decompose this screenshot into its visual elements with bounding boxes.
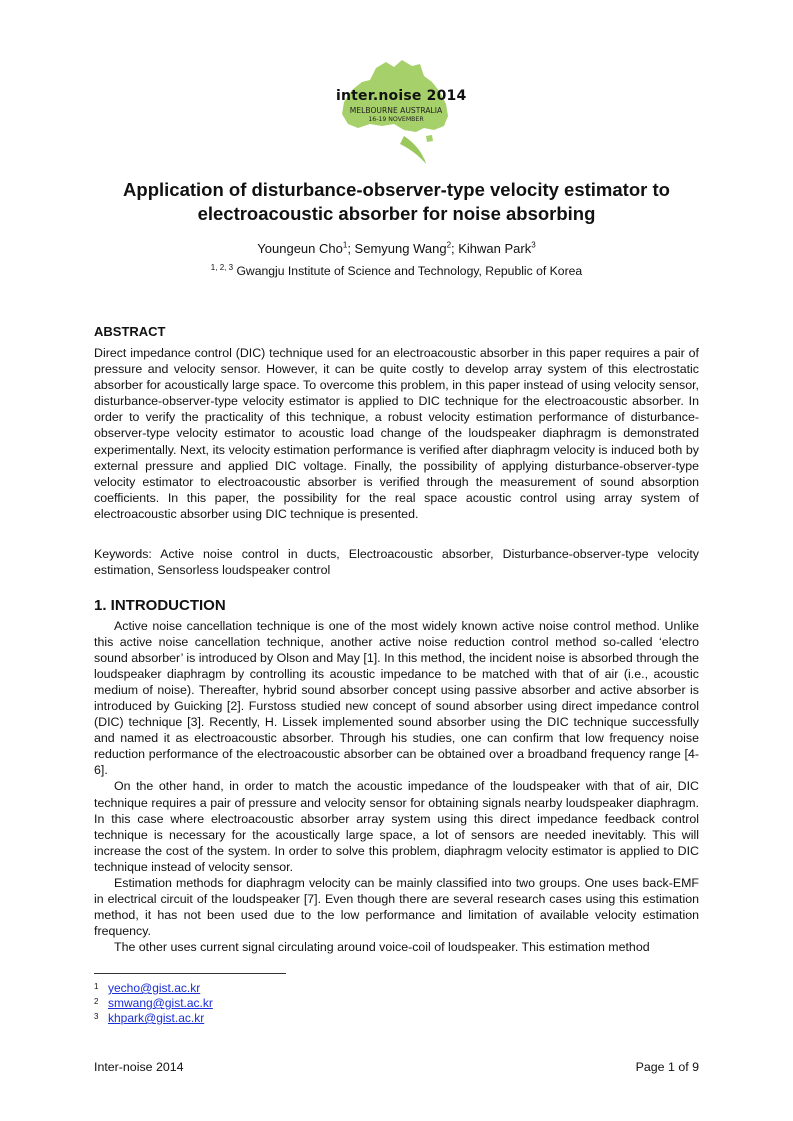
footnote-email-link[interactable]: yecho@gist.ac.kr <box>108 981 201 995</box>
conference-logo <box>332 58 467 168</box>
author-mark: 1 <box>342 240 348 250</box>
footnote-email-link[interactable]: smwang@gist.ac.kr <box>108 996 213 1010</box>
footnote <box>94 996 213 1011</box>
footnote-mark: 3 <box>94 1012 99 1021</box>
logo-title: inter.noise 2014 <box>336 88 467 104</box>
footnote <box>94 1011 213 1026</box>
section-heading-introduction: 1. INTRODUCTION <box>94 597 226 614</box>
author-name: Youngeun Cho <box>257 241 343 256</box>
affiliation-marks: 1, 2, 3 <box>210 262 234 272</box>
footnote-divider <box>94 973 286 974</box>
footer-conference: Inter-noise 2014 <box>94 1060 184 1074</box>
introduction-body <box>94 618 699 955</box>
author-line <box>80 240 713 258</box>
footnote-mark: 1 <box>94 982 99 991</box>
paragraph: Estimation methods for diaphragm velocity can be mainly classified into two groups. One uses back-EMF in electrical circuit of the loudspeaker [7]. Even though there are several research cases using this estimation method, it has not been used due to the low performance and limitation of available velocity estimation frequency. <box>94 875 699 938</box>
logo-dates: 16-19 NOVEMBER <box>368 116 424 123</box>
paragraph: Active noise cancellation technique is one of the most widely known active noise control method. Unlike this active noise cancellation technique, another active noise reduction control method so-called ‘electro sound absorber’ is introduced by Olson and May [1]. In this method, the incident noise is absorbed through the loudspeaker diaphragm by controlling its acoustic impedance to be matched with that of air (i.e., acoustic medium of noise). Thereafter, hybrid sound absorber concept using passive absorber and active absorber is introduced by Guicking [2]. Furstoss studied new concept of sound absorber using direct impedance control (DIC) technique [3]. Recently, H. Lissek implemented sound absorber using the DIC technique successfully and named it as electroacoustic absorber. Through his studies, one can confirm that low frequency noise reduction performance of the electroacoustic absorber can be obtained over a broadband frequency range [4-6]. <box>94 619 699 778</box>
footer-page-number: Page 1 of 9 <box>635 1060 699 1074</box>
author-separator: ; <box>347 241 355 256</box>
paragraph: On the other hand, in order to match the acoustic impedance of the loudspeaker with that of air, DIC technique requires a pair of pressure and velocity sensor for obtaining signals nearby loudspeaker diaphragm. In this case where electroacoustic absorber array system using this direct impedance feedback control technique is necessary for the acoustically large space, a lot of sensors are needed inevitably. This will increase the cost of the system. In order to solve this problem, diaphragm velocity estimator is applied to DIC technique instead of velocity sensor. <box>94 779 699 874</box>
abstract-text: Direct impedance control (DIC) technique used for an electroacoustic absorber in this paper requires a pair of pressure and velocity sensor. However, it can be quite costly to develop array system of this electrostatic absorber for acoustically large space. To overcome this problem, in this paper instead of using velocity sensor, disturbance-observer-type velocity estimator is applied to DIC technique for the electroacoustic absorber. In order to verify the practicality of this technique, a robust velocity estimation performance of disturbance-observer-type velocity estimator to acoustic load change of the loudspeaker diaphragm is demonstrated experimentally. Next, its velocity estimation performance is verified after diaphragm velocity is induced both by external pressure and applied DIC voltage. Finally, the possibility of applying disturbance-observer-type velocity estimator to electroacoustic absorber is verified through the measurement of sound absorption coefficients. In this paper, the possibility for the real space acoustic control using array system of electroacoustic absorber using DIC technique is presented. <box>94 346 699 521</box>
keywords: Keywords: Active noise control in ducts, Electroacoustic absorber, Disturbance-observer-type velocity estimation, Sensorless loudspeaker control <box>94 547 699 577</box>
paper-title: Application of disturbance-observer-type velocity estimator to electroacoustic absorber for noise absorbing <box>123 179 670 224</box>
affiliation-text: Gwangju Institute of Science and Technology, Republic of Korea <box>236 264 583 278</box>
affiliation <box>80 263 713 279</box>
logo-location: MELBOURNE AUSTRALIA <box>349 106 443 115</box>
author-mark: 3 <box>531 240 536 250</box>
abstract-heading: ABSTRACT <box>94 324 166 339</box>
paragraph: The other uses current signal circulating around voice-coil of loudspeaker. This estimation method <box>114 939 650 954</box>
author-name: Semyung Wang <box>354 241 447 256</box>
footnote <box>94 981 213 996</box>
footnote-mark: 2 <box>94 997 99 1006</box>
footnotes <box>94 981 213 1026</box>
author-name: Kihwan Park <box>458 241 532 256</box>
author-separator: ; <box>451 241 459 256</box>
footnote-email-link[interactable]: khpark@gist.ac.kr <box>108 1011 205 1025</box>
author-mark: 2 <box>446 240 452 250</box>
